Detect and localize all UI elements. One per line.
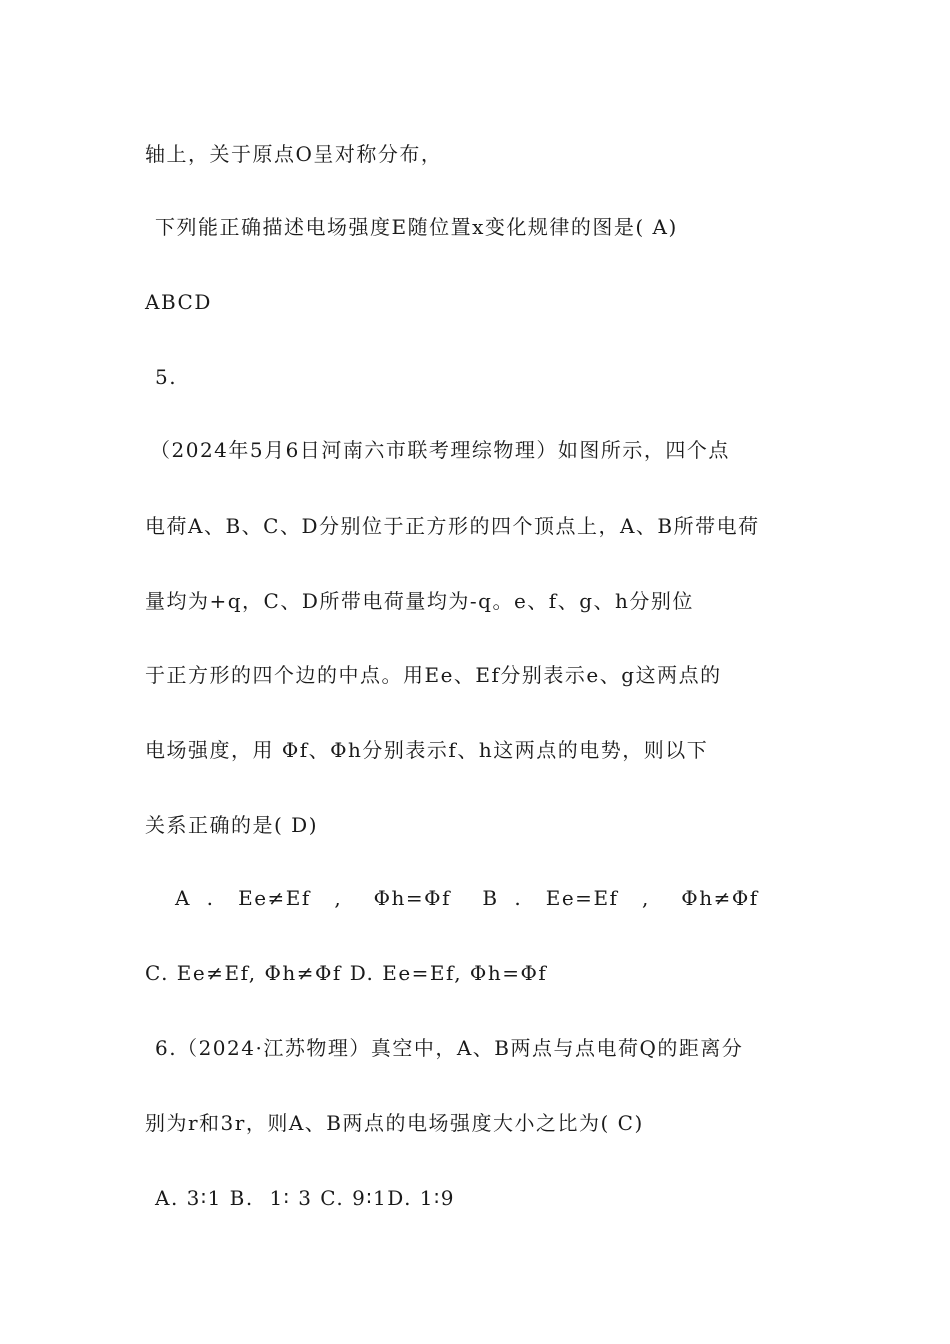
options-abcd-line: ABCD	[145, 290, 212, 314]
question-5-line-5: 电场强度，用 Φf、Φh分别表示f、h这两点的电势，则以下	[145, 738, 709, 762]
question-5-options-cd: C. Ee≠Ef, Φh≠Φf D. Ee=Ef, Φh=Φf	[145, 961, 548, 985]
question-stem-line: 下列能正确描述电场强度E随位置x变化规律的图是( A)	[155, 215, 678, 239]
question-5-line-3: 量均为+q，C、D所带电荷量均为-q。e、f、g、h分别位	[145, 589, 694, 613]
question-5-line-1: （2024年5月6日河南六市联考理综物理）如图所示，四个点	[150, 438, 730, 462]
question-5-line-6: 关系正确的是( D)	[145, 813, 318, 837]
question-6-line-2: 别为r和3r，则A、B两点的电场强度大小之比为( C)	[145, 1111, 644, 1135]
text-line-1: 轴上，关于原点O呈对称分布，	[145, 142, 443, 166]
question-6-options: A. 3∶1 B. 1∶ 3 C. 9∶1D. 1∶9	[155, 1186, 455, 1210]
question-5-line-2: 电荷A、B、C、D分别位于正方形的四个顶点上，A、B所带电荷	[145, 514, 760, 538]
question-5-line-4: 于正方形的四个边的中点。用Ee、Ef分别表示e、g这两点的	[145, 663, 722, 687]
question-6-line-1: 6.（2024·江苏物理）真空中，A、B两点与点电荷Q的距离分	[155, 1036, 744, 1060]
question-number-5: 5.	[155, 365, 178, 389]
question-5-options-ab: A . Ee≠Ef , Φh=Φf B . Ee=Ef , Φh≠Φf	[175, 886, 759, 910]
